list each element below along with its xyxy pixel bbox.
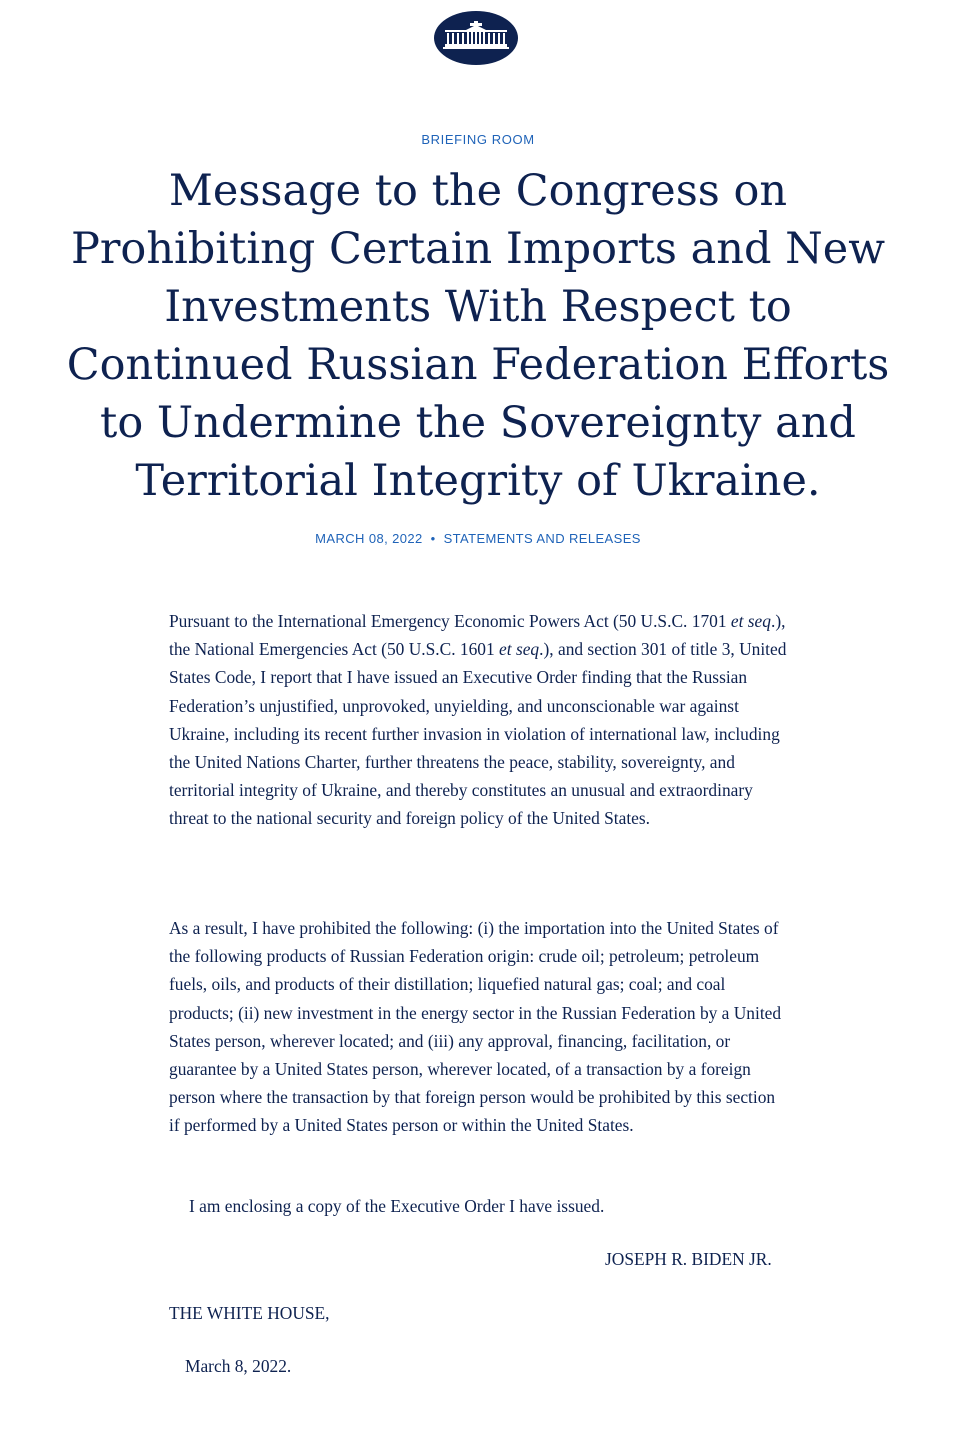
paragraph-2: As a result, I have prohibited the following: (i) the importation into the United States of the following products of Russian Federation origin: crude oil; petroleum; petroleum fuels, oils, and products of their distillation; liquefied natural gas; coal; and coal products; (ii) new investment in the energy sector in the Russian Federation by a United States person, wherever located; and (iii) any approval, financing, facilitation, or guarantee by a United States person, wherever located, of a transaction by a foreign person where the transaction by that foreign person would be prohibited by this section if performed by a United States person or within the United States.	[169, 918, 782, 1136]
paragraph-3: I am enclosing a copy of the Executive Order I have issued.	[189, 1196, 605, 1216]
white-house-seal-icon	[434, 10, 518, 66]
article-date: MARCH 08, 2022	[315, 531, 423, 546]
page-title: Message to the Congress on Prohibiting Certain Imports and New Investments With Respect to Continued Russian Federation Efforts to Undermine the Sovereignty and Territorial Integrity of Ukraine.	[66, 166, 890, 506]
category-link[interactable]: STATEMENTS AND RELEASES	[443, 531, 641, 546]
p1-italic-2: et seq	[499, 639, 540, 660]
paragraph-1	[169, 607, 789, 833]
meta-separator: •	[430, 531, 436, 546]
white-house-logo[interactable]	[434, 10, 518, 66]
signing-date: March 8, 2022.	[185, 1356, 292, 1376]
p1-text-c: .), and section 301 of title 3, United States Code, I report that I have issued an Executive Order finding that the Russian Federation’s unjustified, unprovoked, unyielding, and unconscionable war against Ukraine, including its recent further invasion in violation of international law, including the United Nations Charter, further threatens the peace, stability, sovereignty, and territorial integrity of Ukraine, and thereby constitutes an unusual and extraordinary threat to the national security and foreign policy of the United States.	[169, 639, 787, 829]
briefing-room-link[interactable]: BRIEFING ROOM	[421, 132, 535, 147]
p1-text-b: .), the National Emergencies Act (50 U.S.C. 1601	[169, 611, 786, 660]
signing-place: THE WHITE HOUSE,	[169, 1303, 330, 1323]
p1-text-a: Pursuant to the International Emergency Economic Powers Act (50 U.S.C. 1701	[169, 611, 731, 631]
signature: JOSEPH R. BIDEN JR.	[605, 1249, 772, 1269]
article-meta	[0, 531, 956, 546]
p1-italic-1: et seq	[730, 611, 771, 631]
